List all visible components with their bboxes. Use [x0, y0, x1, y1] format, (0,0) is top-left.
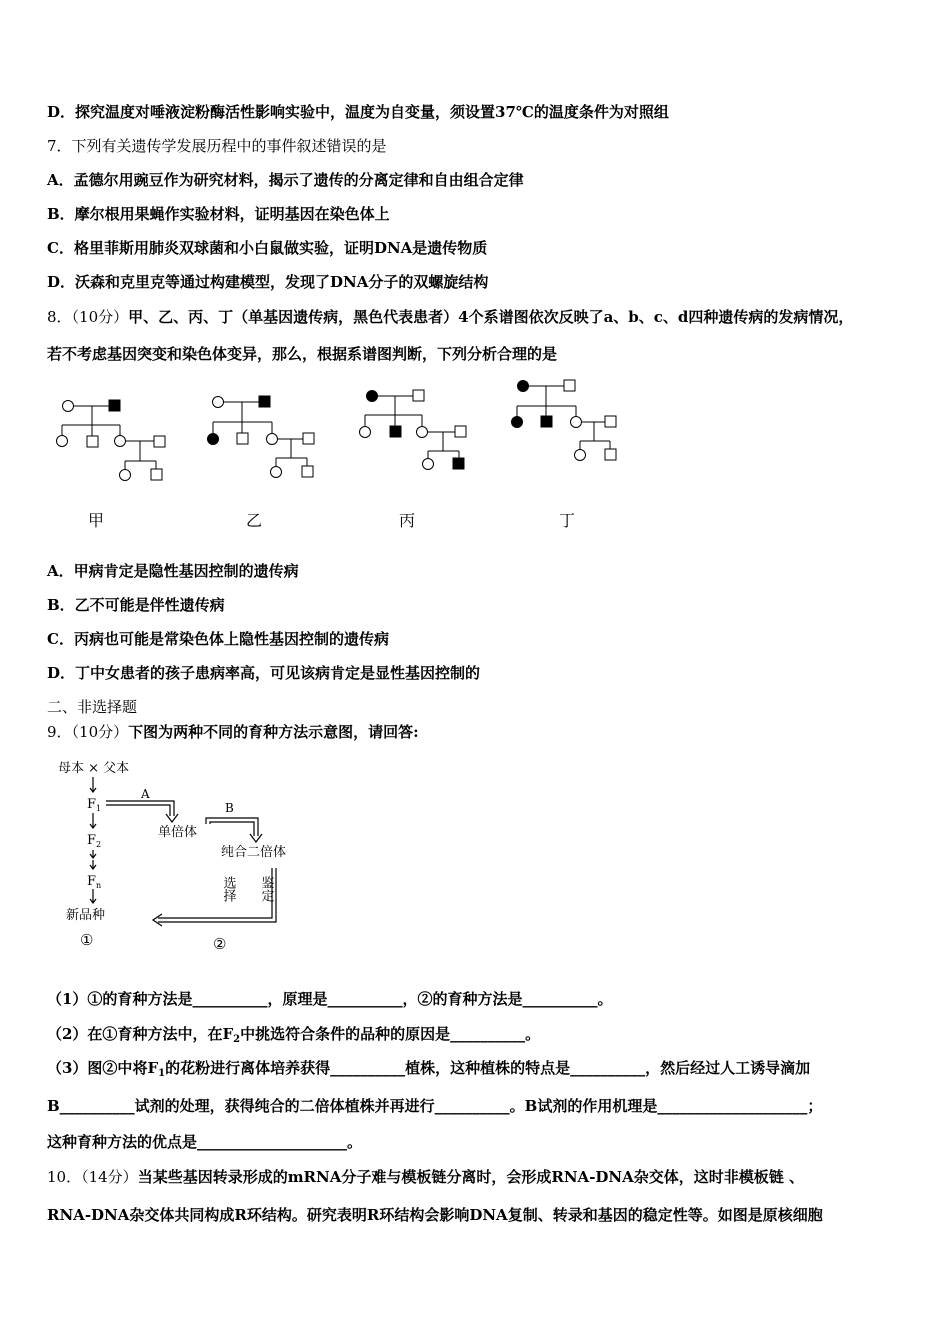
pedigree-male-affected	[259, 396, 270, 407]
pedigree-bing	[360, 390, 467, 470]
q8-number: 8．（10分）	[47, 308, 129, 326]
q10-stem-line2: RNA-DNA杂交体共同构成R环结构。研究表明R环结构会影响DNA复制、转录和基因的稳定性等。如图是原核细胞	[47, 1206, 823, 1224]
q8-option-c: C．丙病也可能是常染色体上隐性基因控制的遗传病	[47, 630, 389, 648]
q9-sub3-line1	[47, 1058, 810, 1084]
pedigree-male-affected	[390, 426, 401, 437]
breeding-diagram	[50, 758, 310, 958]
diagram-label-a: A	[141, 787, 150, 801]
pedigree-female-affected	[208, 434, 219, 445]
q7-option-c: C．格里菲斯用肺炎双球菌和小白鼠做实验，证明DNA是遗传物质	[47, 239, 488, 257]
q9-stem: 下图为两种不同的育种方法示意图，请回答:	[128, 723, 419, 741]
q10-stem1: 当某些基因转录形成的mRNA分子难与模板链分离时，会形成RNA-DNA杂交体，这时非模板链 、	[137, 1168, 804, 1186]
pedigree-label-ding: 丁	[559, 511, 576, 530]
pedigree-male-unaffected	[151, 469, 162, 480]
pedigree-male-unaffected	[564, 380, 575, 391]
pedigree-female-unaffected	[57, 436, 68, 447]
section-title: 二、非选择题	[47, 698, 138, 716]
q8-option-d: D．丁中女患者的孩子患病率高，可见该病肯定是显性基因控制的	[47, 664, 481, 682]
pedigree-diagrams	[0, 0, 950, 540]
diagram-select: 选择	[220, 876, 236, 902]
diagram-new-variety: 新品种	[66, 908, 106, 923]
diagram-f1-sub: 1	[96, 804, 102, 813]
pedigree-male-unaffected	[237, 433, 248, 444]
pedigree-female-unaffected	[360, 427, 371, 438]
q8-stem-line2: 若不考虑基因突变和染色体变异，那么，根据系谱图判断，下列分析合理的是	[47, 345, 558, 363]
q6-option-d: D．探究温度对唾液淀粉酶活性影响实验中，温度为自变量，须设置37℃的温度条件为对照组	[47, 103, 669, 121]
q9-sub1: （1）①的育种方法是__________，原理是__________，②的育种方法是__________。	[47, 990, 613, 1008]
pedigree-male-affected	[109, 400, 120, 411]
diagram-f2	[87, 833, 101, 849]
pedigree-label-jia: 甲	[88, 511, 105, 530]
pedigree-female-unaffected	[417, 427, 428, 438]
pedigree-male-unaffected	[455, 426, 466, 437]
q8-stem1: 甲、乙、丙、丁（单基因遗传病，黑色代表患者）4个系谱图依次反映了a、b、c、d四种遗传病的发病情况，	[128, 308, 854, 326]
pedigree-male-unaffected	[413, 390, 424, 401]
diagram-diploid: 纯合二倍体	[221, 845, 287, 860]
diagram-f2-sub: 2	[96, 840, 102, 849]
pedigree-male-affected	[541, 416, 552, 427]
pedigree-female-unaffected	[271, 467, 282, 478]
pedigree-female-unaffected	[213, 397, 224, 408]
q9-sub3-line2: B__________试剂的处理，获得纯合的二倍体植株并再进行__________。B试剂的作用机理是____________________；	[47, 1097, 823, 1115]
q9-number: 9．（10分）	[47, 723, 129, 741]
q10-number: 10．（14分）	[47, 1168, 138, 1186]
pedigree-female-unaffected	[63, 401, 74, 412]
diagram-fn-letter: F	[87, 874, 97, 889]
diagram-fn-sub: n	[96, 881, 102, 890]
pedigree-male-affected	[453, 458, 464, 469]
pedigree-female-unaffected	[120, 470, 131, 481]
diagram-haploid: 单倍体	[158, 825, 198, 840]
pedigree-label-bing: 丙	[399, 511, 416, 530]
q9-sub2-subscript: 2	[233, 1034, 241, 1045]
q9-sub3-b: 的花粉进行离体培养获得__________植株，这种植株的特点是__________，然后经过人工诱导滴加	[165, 1059, 811, 1077]
pedigree-female-unaffected	[267, 434, 278, 445]
diagram-label-b: B	[225, 801, 234, 815]
pedigree-female-unaffected	[575, 450, 586, 461]
pedigree-male-unaffected	[302, 466, 313, 477]
q9-sub3-a: （3）图②中将F	[47, 1059, 159, 1077]
pedigree-jia	[57, 400, 166, 481]
diagram-circle-1: ①	[80, 931, 94, 949]
pedigree-female-unaffected	[571, 417, 582, 428]
pedigree-female-unaffected	[423, 459, 434, 470]
pedigree-female-affected	[367, 391, 378, 402]
pedigree-female-affected	[512, 417, 523, 428]
pedigree-male-unaffected	[154, 436, 165, 447]
pedigree-female-unaffected	[115, 436, 126, 447]
pedigree-ding	[512, 380, 617, 461]
diagram-identify: 鉴定	[258, 876, 274, 902]
pedigree-label-yi: 乙	[246, 511, 263, 530]
diagram-parents: 母本 × 父本	[58, 761, 130, 776]
q9-stem-line	[47, 722, 419, 742]
q8-option-a: A．甲病肯定是隐性基因控制的遗传病	[47, 562, 299, 580]
diagram-f2-letter: F	[87, 833, 97, 848]
q7-option-d: D．沃森和克里克等通过构建模型，发现了DNA分子的双螺旋结构	[47, 273, 489, 291]
q7-option-b: B．摩尔根用果蝇作实验材料，证明基因在染色体上	[47, 205, 390, 223]
pedigree-male-unaffected	[303, 433, 314, 444]
q8-option-b: B．乙不可能是伴性遗传病	[47, 596, 225, 614]
pedigree-male-unaffected	[87, 436, 98, 447]
q7-option-a: A．孟德尔用豌豆作为研究材料，揭示了遗传的分离定律和自由组合定律	[47, 171, 524, 189]
q10-stem-line1	[47, 1167, 804, 1187]
diagram-f1-letter: F	[87, 797, 97, 812]
pedigree-female-affected	[518, 381, 529, 392]
q7-stem: 7．下列有关遗传学发展历程中的事件叙述错误的是	[47, 137, 387, 155]
diagram-fn	[87, 874, 101, 890]
q9-sub3-line3: 这种育种方法的优点是____________________。	[47, 1133, 363, 1151]
pedigree-male-unaffected	[605, 449, 616, 460]
diagram-circle-2: ②	[213, 935, 227, 953]
q9-sub2	[47, 1024, 540, 1050]
pedigree-yi	[208, 396, 315, 478]
diagram-f1	[87, 797, 101, 813]
q9-sub2-b: 中挑选符合条件的品种的原因是__________。	[240, 1025, 541, 1043]
pedigree-male-unaffected	[605, 416, 616, 427]
q9-sub3-subscript: 1	[158, 1068, 166, 1079]
q9-sub2-a: （2）在①育种方法中，在F	[47, 1025, 234, 1043]
